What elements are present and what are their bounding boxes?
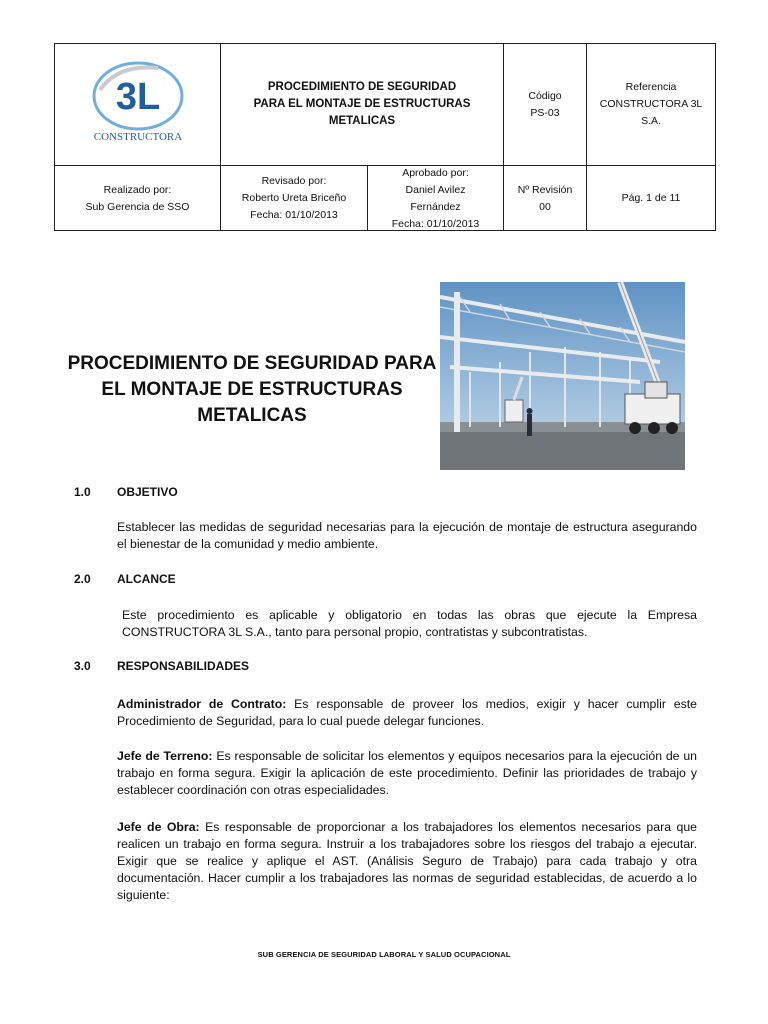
aprobado-name: Daniel Avilez [405, 183, 466, 196]
role-description: Es responsable de solicitar los elementos y equipos necesarios para la ejecución de un trabajo en forma segura. Exigir la aplicación de este procedimiento. Definir las prioridades de trabajo y establecer coordinación con otras especialidades. [117, 749, 697, 797]
section-number: 1.0 [74, 485, 91, 499]
header-row-1 [55, 44, 715, 166]
role-term: Jefe de Terreno: [117, 749, 213, 763]
codigo-label: Código [528, 89, 562, 102]
referencia-value: CONSTRUCTORA 3L [599, 98, 703, 110]
document-title [62, 351, 442, 429]
paragraph-administrador [117, 696, 697, 730]
document-title-line: METALICAS [197, 405, 307, 426]
pagina-cell [586, 166, 715, 231]
role-description: Es responsable de proveer los medios, exigir y hacer cumplir este Procedimiento de Seguridad, para lo cual puede delegar funciones. [117, 697, 698, 728]
header-title-line: PROCEDIMIENTO DE SEGURIDAD [267, 81, 457, 93]
revision-cell [503, 166, 586, 231]
section-number: 2.0 [74, 572, 91, 586]
revisado-fecha: Fecha: 01/10/2013 [250, 209, 338, 221]
header-title-line: METALICAS [328, 115, 396, 127]
document-header-table [54, 43, 716, 231]
page-number: Pág. 1 de 11 [621, 192, 681, 204]
realizado-value: Sub Gerencia de SSO [85, 200, 190, 213]
referencia-cell [586, 44, 715, 165]
revisado-cell [220, 166, 367, 231]
revisado-name: Roberto Ureta Briceño [241, 192, 347, 204]
logo-subtitle: CONSTRUCTORA [93, 130, 182, 143]
realizado-cell [55, 166, 220, 231]
steel-structure-photo [440, 282, 685, 470]
logo-cell [55, 44, 220, 165]
role-description: Es responsable de proporcionar a los trabajadores los elementos necesarios para que realicen un trabajo en forma segura. Instruir a los trabajadores sobre los riesgos del trabajo a ejecutar. Exigir que se realice y aplique el AST. (Análisis Seguro de Trabajo) para cada trabajo y otra documentación. Hacer cumplir a los trabajadores las normas de seguridad establecidas, de acuerdo a lo siguiente: [117, 820, 698, 902]
header-title-line: PARA EL MONTAJE DE ESTRUCTURAS [253, 98, 471, 110]
codigo-cell [503, 44, 586, 165]
aprobado-name: Fernández [410, 200, 461, 213]
header-title-cell [220, 44, 503, 165]
aprobado-label: Aprobado por: [402, 166, 469, 179]
section-title: RESPONSABILIDADES [117, 659, 250, 673]
role-term: Jefe de Obra: [117, 820, 200, 834]
page-footer: SUB GERENCIA DE SEGURIDAD LABORAL Y SALUD OCUPACIONAL [257, 950, 511, 959]
document-title-line: EL MONTAJE DE ESTRUCTURAS [101, 379, 403, 400]
revision-label: Nº Revisión [517, 183, 573, 196]
revision-value: 00 [539, 200, 551, 213]
paragraph-jefe-terreno [117, 748, 697, 799]
referencia-label: Referencia [625, 81, 677, 93]
section-title: ALCANCE [117, 572, 176, 586]
realizado-label: Realizado por: [103, 183, 172, 196]
paragraph-alcance: Este procedimiento es aplicable y obligatorio en todas las obras que ejecute la Empresa CONSTRUCTORA 3L S.A., tanto para personal propio, contratistas y subcontratistas. [122, 608, 697, 639]
header-row-2 [55, 166, 715, 231]
section-title: OBJETIVO [117, 485, 178, 499]
paragraph-jefe-obra [117, 819, 697, 904]
aprobado-fecha: Fecha: 01/10/2013 [391, 217, 480, 230]
codigo-value: PS-03 [530, 106, 560, 119]
referencia-value: S.A. [641, 115, 661, 127]
section-number: 3.0 [74, 659, 91, 673]
aprobado-cell [367, 166, 503, 231]
role-term: Administrador de Contrato: [117, 697, 287, 711]
paragraph-objetivo: Establecer las medidas de seguridad necesarias para la ejecución de montaje de estructura asegurando el bienestar de la comunidad y medio ambiente. [117, 520, 697, 551]
document-title-line: PROCEDIMIENTO DE SEGURIDAD PARA [67, 353, 437, 374]
header-title [254, 79, 471, 130]
revisado-label: Revisado por: [261, 175, 327, 187]
constructora-3l-logo [88, 60, 188, 150]
logo-3l-text: 3L [115, 75, 160, 118]
